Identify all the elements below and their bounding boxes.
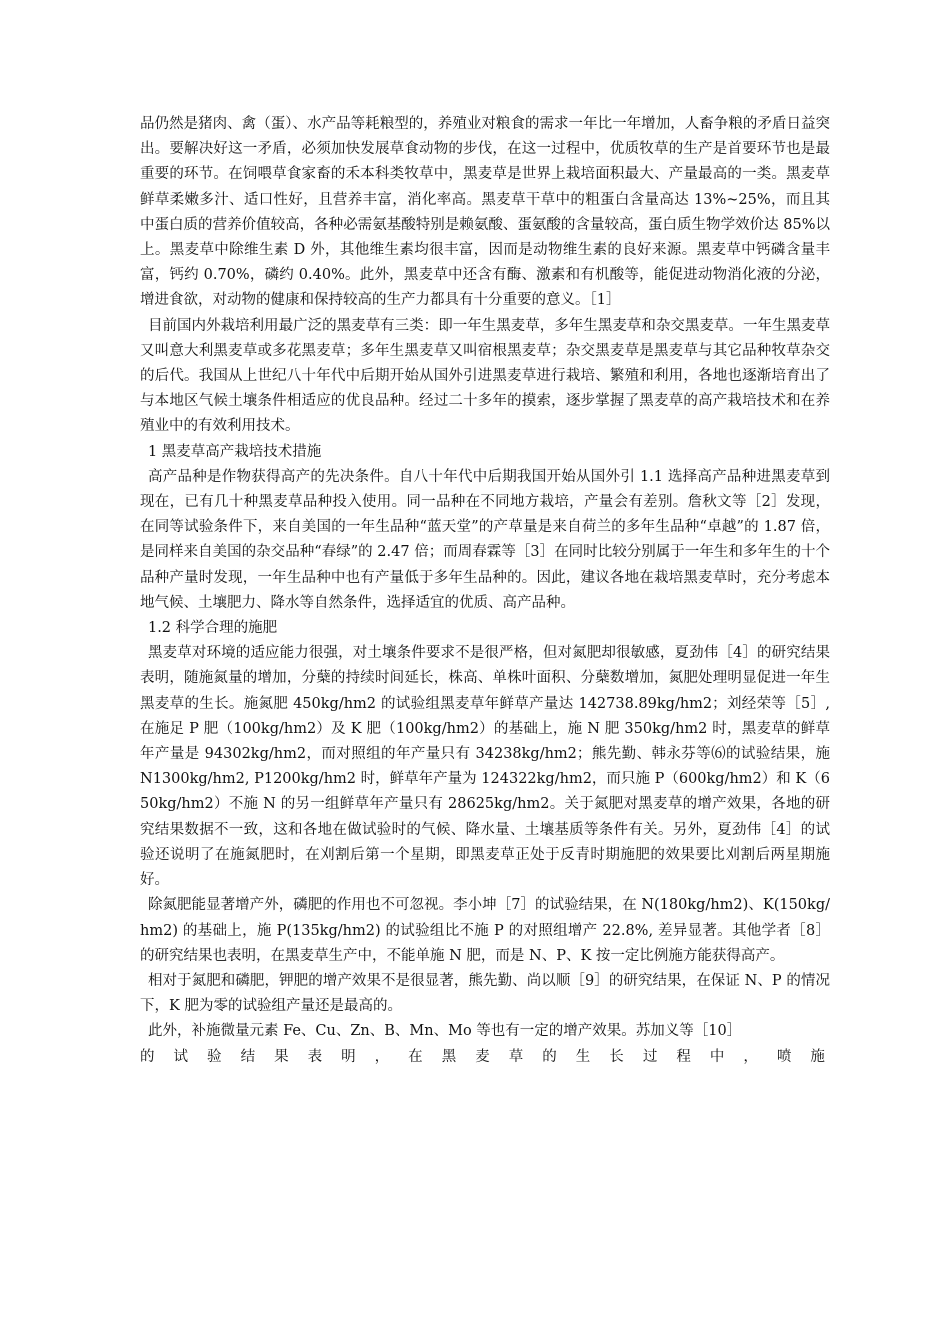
paragraph-animal-feed-importance: 品仍然是猪肉、禽（蛋）、水产品等耗粮型的，养殖业对粮食的需求一年比一年增加，人畜争粮的矛盾日益突出。要解决好这一矛盾，必须加快发展草食动物的步伐，在这一过程中，优质牧草的生产是首要环节也是最重要的环节。在饲喂草食家畜的禾本科类牧草中，黑麦草是世界上栽培面积最大、产量最高的一类。黑麦草鲜草柔嫩多汁、适口性好，且营养丰富，消化率高。黑麦草干草中的粗蛋白含量高达 13%~25%，而且其中蛋白质的营养价值较高，各种必需氨基酸特别是赖氨酸、蛋氨酸的含量较高，蛋白质生物学效价达 85%以上。黑麦草中除维生素 D 外，其他维生素均很丰富，因而是动物维生素的良好来源。黑麦草中钙磷含量丰富，钙约 0.70%，磷约 0.40%。此外，黑麦草中还含有酶、激素和有机酸等，能促进动物消化液的分泌，增进食欲，对动物的健康和保持较高的生产力都具有十分重要的意义。［1］	[140, 116, 830, 309]
paragraph-ryegrass-types: 目前国内外栽培利用最广泛的黑麦草有三类：即一年生黑麦草，多年生黑麦草和杂交黑麦草。一年生黑麦草又叫意大利黑麦草或多花黑麦草；多年生黑麦草又叫宿根黑麦草；杂交黑麦草是黑麦草与其它品种牧草杂交的后代。我国从上世纪八十年代中后期开始从国外引进黑麦草进行栽培、繁殖和利用，各地也逐渐培育出了与本地区气候土壤条件相适应的优良品种。经过二十多年的摸索，逐步掌握了黑麦草的高产栽培技术和在养殖业中的有效利用技术。	[140, 317, 830, 435]
paragraph-phosphorus-fertilizer: 除氮肥能显著增产外，磷肥的作用也不可忽视。李小坤［7］的试验结果，在 N(180kg/hm2)、K(150kg/hm2) 的基础上，施 P(135kg/hm2) 的试验组比不施 P 的对照组增产 22.8%, 差异显著。其他学者［8］的研究结果也表明，在黑麦草生产中，不能单施 N 肥，而是 N、P、K 按一定比例施方能获得高产。	[140, 897, 830, 964]
section-heading-fertilization: 1.2 科学合理的施肥	[147, 620, 278, 637]
document-page	[140, 112, 830, 1070]
paragraph-trace-elements: 此外，补施微量元素 Fe、Cu、Zn、B、Mn、Mo 等也有一定的增产效果。苏加义等［10］	[147, 1023, 742, 1040]
section-heading-cultivation: 1 黑麦草高产栽培技术措施	[147, 443, 322, 460]
paragraph-nitrogen-fertilizer: 黑麦草对环境的适应能力很强，对土壤条件要求不是很严格，但对氮肥却很敏感，夏劲伟［4］的研究结果表明，随施氮量的增加，分蘖的持续时间延长，株高、单株叶面积、分蘖数增加，氮肥处理明显促进一年生黑麦草的生长。施氮肥 450kg/hm2 的试验组黑麦草年鲜草产量达 142738.89kg/hm2；刘经荣等［5］, 在施足 P 肥（100kg/hm2）及 K 肥（100kg/hm2）的基础上，施 N 肥 350kg/hm2 时，黑麦草的鲜草年产量是 94302kg/hm2，而对照组的年产量只有 34238kg/hm2；熊先勤、韩永芬等⑹的试验结果，施 N1300kg/hm2, P1200kg/hm2 时，鲜草年产量为 124322kg/hm2，而只施 P（600kg/hm2）和 K（650kg/hm2）不施 N 的另一组鲜草年产量只有 28625kg/hm2。关于氮肥对黑麦草的增产效果，各地的研究结果数据不一致，这和各地在做试验时的气候、降水量、土壤基质等条件有关。另外，夏劲伟［4］的试验还说明了在施氮肥时，在刈割后第一个星期，即黑麦草正处于反青时期施肥的效果要比刈割后两星期施好。	[140, 645, 830, 889]
paragraph-potassium-fertilizer: 相对于氮肥和磷肥，钾肥的增产效果不是很显著，熊先勤、尚以顺［9］的研究结果，在保证 N、P 的情况下，K 肥为零的试验组产量还是最高的。	[140, 972, 830, 1015]
paragraph-variety-selection: 高产品种是作物获得高产的先决条件。自八十年代中后期我国开始从国外引 1.1 选择高产品种进黑麦草到现在，已有几十种黑麦草品种投入使用。同一品种在不同地方栽培，产量会有差别。詹秋文等［2］发现，在同等试验条件下，来自美国的一年生品种“蓝天堂”的产草量是来自荷兰的多年生品种“卓越”的 1.87 倍，是同样来自美国的杂交品种“春绿”的 2.47 倍；而周春霖等［3］在同时比较分别属于一年生和多年生的十个品种产量时发现，一年生品种中也有产量低于多年生品种的。因此，建议各地在栽培黑麦草时，充分考虑本地气候、土壤肥力、降水等自然条件，选择适宜的优质、高产品种。	[140, 468, 830, 611]
paragraph-trace-elements-continued: 的试验结果表明，在黑麦草的生长过程中，喷施	[140, 1048, 830, 1065]
